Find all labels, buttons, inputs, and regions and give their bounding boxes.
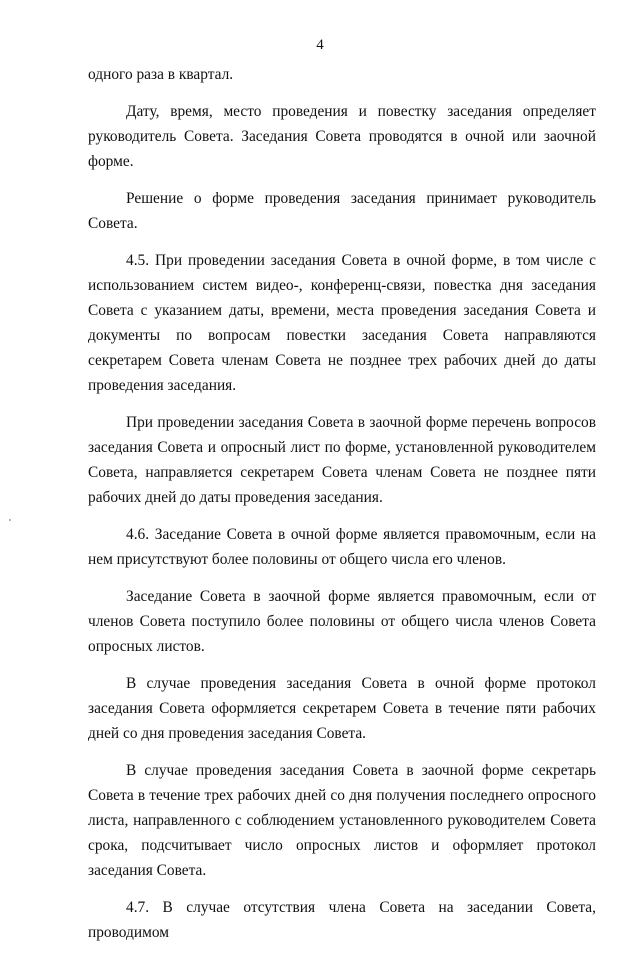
paragraph-clause-4-6: 4.6. Заседание Совета в очной форме является правомочным, если на нем присутствуют более половины от общего числа его членов. bbox=[88, 526, 596, 568]
document-body bbox=[88, 62, 596, 957]
paragraph-meeting-form-decision: Решение о форме проведения заседания принимает руководитель Совета. bbox=[88, 190, 596, 232]
paragraph-inperson-protocol: В случае проведения заседания Совета в очной форме протокол заседания Совета оформляется секретарем Совета в течение пяти рабочих дней со дня проведения заседания Совета. bbox=[88, 675, 596, 742]
scan-margin-mark bbox=[9, 519, 11, 521]
paragraph-clause-4-5: 4.5. При проведении заседания Совета в очной форме, в том числе с использованием систем видео-, конференц-связи, повестка дня заседания Совета с указанием даты, времени, места проведения заседания Совета и документы по вопросам повестки заседания Совета направляются секретарем Совета членам Совета не позднее трех рабочих дней до даты проведения заседания. bbox=[88, 252, 596, 394]
page-number: 4 bbox=[316, 37, 324, 53]
paragraph-absentee-protocol: В случае проведения заседания Совета в заочной форме секретарь Совета в течение трех рабочих дней со дня получения последнего опросного листа, направленного с соблюдением установленного руководителем Совета срока, подсчитывает число опросных листов и оформляет протокол заседания Совета. bbox=[88, 762, 596, 879]
paragraph-clause-4-7: 4.7. В случае отсутствия члена Совета на заседании Совета, проводимом bbox=[88, 899, 596, 941]
paragraph-absentee-quorum: Заседание Совета в заочной форме является правомочным, если от членов Совета поступило более половины от общего числа членов Совета опросных листов. bbox=[88, 588, 596, 655]
paragraph-absentee-form: При проведении заседания Совета в заочной форме перечень вопросов заседания Совета и опросный лист по форме, установленной руководителем Совета, направляется секретарем Совета членам Совета не позднее пяти рабочих дней до даты проведения заседания. bbox=[88, 414, 596, 506]
paragraph-continuation: одного раза в квартал. bbox=[88, 66, 234, 83]
paragraph-meeting-schedule: Дату, время, место проведения и повестку заседания определяет руководитель Совета. Заседания Совета проводятся в очной или заочной форме. bbox=[88, 103, 596, 170]
